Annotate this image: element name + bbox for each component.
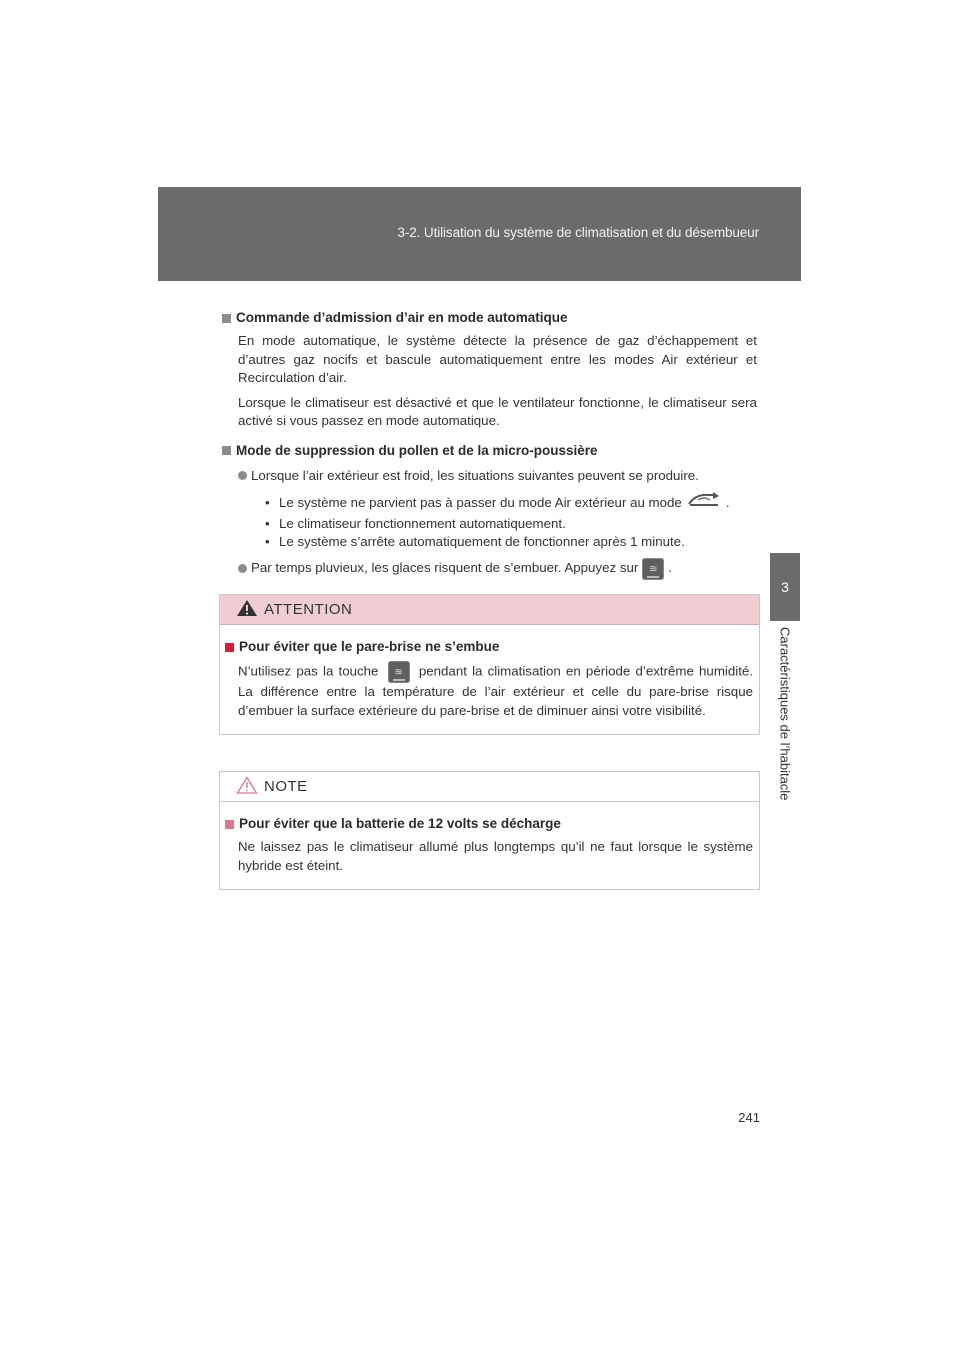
- chapter-label-text: Caractéristiques de l’habitacle: [777, 627, 793, 801]
- attention-box: [219, 594, 760, 735]
- note-heading: Pour éviter que la batterie de 12 volts se décharge: [225, 814, 753, 834]
- warning-triangle-icon: [236, 776, 258, 798]
- paragraph: Lorsque le climatiseur est désactivé et que le ventilateur fonctionne, le climatiseur sera activé si vous passez en mode automatique.: [238, 394, 757, 428]
- warning-triangle-icon: [236, 599, 258, 621]
- round-bullet-icon: [238, 471, 247, 480]
- sub-list: [265, 491, 757, 552]
- attention-text: N’utilisez pas la touche ≋ pendant la climatisation en période d’extrême humidité. La différence entre la température de l’air extérieur et celle du pare-brise risque d’embuer la surface extérieure du pare-brise et de diminuer ainsi votre visibilité.: [238, 661, 753, 720]
- square-bullet-icon: [225, 643, 234, 652]
- sub-list-item: • Le climatiseur fonctionnement automatiquement.: [265, 515, 566, 531]
- note-header: NOTE: [220, 772, 759, 802]
- round-bullet-icon: [238, 564, 247, 573]
- list-item: Lorsque l’air extérieur est froid, les situations suivantes peuvent se produire.: [238, 467, 757, 486]
- section-heading-pollen: Mode de suppression du pollen et de la micro-poussière: [222, 441, 757, 461]
- section-heading-air-intake: Commande d’admission d’air en mode automatique: [222, 308, 757, 328]
- square-bullet-icon: [222, 446, 231, 455]
- sub-list-item: • Le système s’arrête automatiquement de fonctionner après 1 minute.: [265, 534, 685, 549]
- square-bullet-icon: [225, 820, 234, 829]
- note-box: [219, 771, 760, 890]
- chapter-label: [770, 627, 800, 827]
- chapter-tab: 3: [770, 553, 800, 621]
- list-item: Par temps pluvieux, les glaces risquent de s’embuer. Appuyez sur ≋ .: [238, 558, 757, 580]
- front-defogger-button-icon: ≋: [642, 558, 664, 580]
- page-header: [158, 187, 801, 281]
- recirculation-mode-icon: [686, 491, 722, 515]
- front-defogger-button-icon: ≋: [388, 661, 410, 683]
- attention-heading: Pour éviter que le pare-brise ne s’embue: [225, 637, 753, 657]
- sub-list-item: • Le système ne parvient pas à passer du mode Air extérieur au mode .: [265, 491, 757, 515]
- paragraph: En mode automatique, le système détecte la présence de gaz d’échappement et d’autres gaz nocifs et bascule automatiquement entre les modes Air extérieur et Recirculation d’air.: [238, 333, 757, 385]
- square-bullet-icon: [222, 314, 231, 323]
- note-text: Ne laissez pas le climatiseur allumé plus longtemps qu’il ne faut lorsque le système hybride est éteint.: [238, 839, 753, 873]
- header-title: 3-2. Utilisation du système de climatisation et du désembueur: [397, 225, 759, 240]
- attention-header: ATTENTION: [220, 595, 759, 625]
- main-content: [222, 308, 757, 580]
- page-number: 241: [738, 1110, 760, 1125]
